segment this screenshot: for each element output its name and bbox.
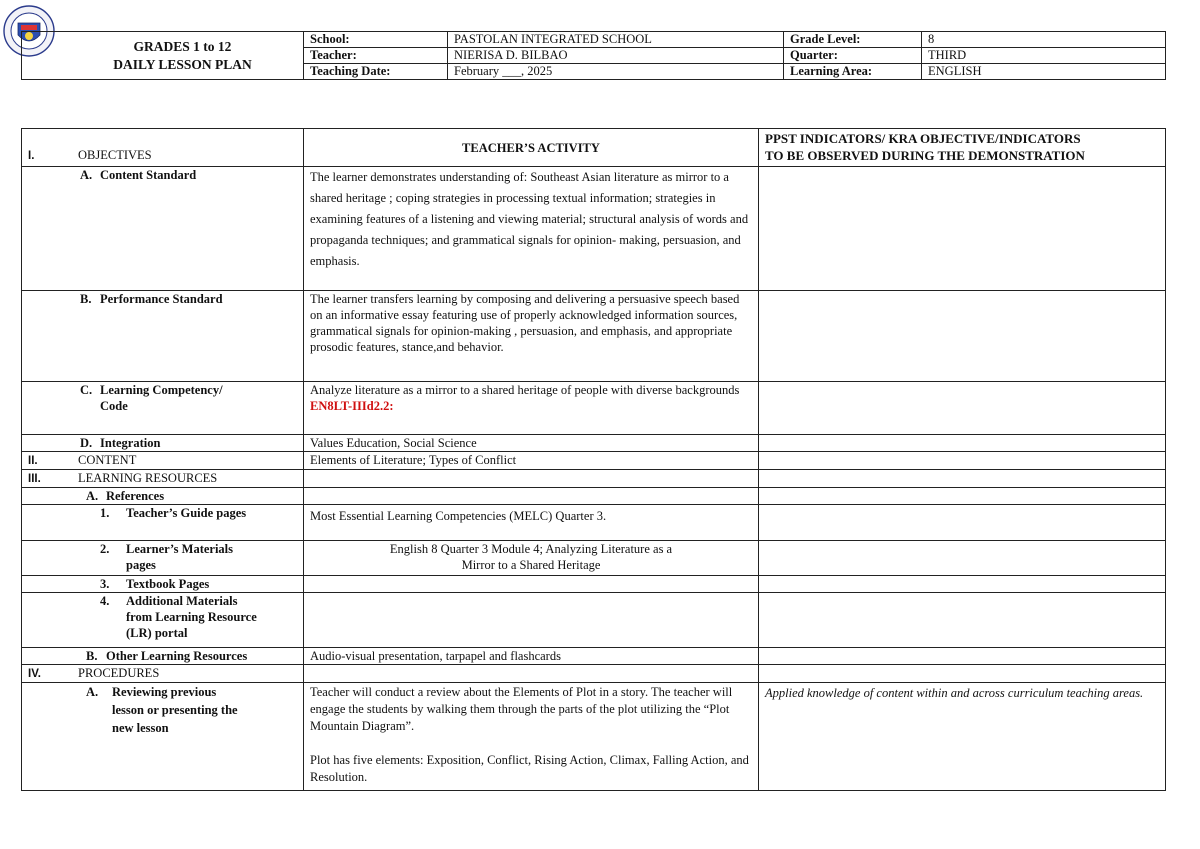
review-text <box>304 683 759 791</box>
content-section-label <box>22 452 304 470</box>
review-title-line2: lesson or presenting the <box>112 703 238 717</box>
procedures-ppst <box>759 665 1166 683</box>
table-row <box>22 683 1166 791</box>
learners-materials-title-line2: pages <box>126 558 156 572</box>
learning-competency-text: Analyze literature as a mirror to a shared heritage of people with diverse backgrounds <box>310 383 740 397</box>
references-text <box>304 488 759 505</box>
procedures-label <box>22 665 304 683</box>
header-title-cell <box>22 32 304 80</box>
learning-resources-text <box>304 470 759 488</box>
learners-materials-title-line1: Learner’s Materials <box>126 542 234 556</box>
teacher-value: NIERISA D. BILBAO <box>448 48 784 64</box>
grade-level-value: 8 <box>922 32 1166 48</box>
other-resources-letter: B. <box>86 649 98 663</box>
references-label <box>22 488 304 505</box>
other-resources-ppst <box>759 648 1166 665</box>
header-title-line2: DAILY LESSON PLAN <box>113 56 252 72</box>
procedures-title: PROCEDURES <box>78 666 160 680</box>
review-title-line3: new lesson <box>112 721 169 735</box>
references-letter: A. <box>86 489 99 503</box>
other-resources-title: Other Learning Resources <box>106 649 248 663</box>
additional-title-line2: from Learning Resource <box>126 610 257 624</box>
content-num: II. <box>28 455 38 467</box>
learners-materials-text-line1: English 8 Quarter 3 Module 4; Analyzing Literature as a <box>389 542 673 556</box>
table-row <box>22 665 1166 683</box>
content-ppst <box>759 452 1166 470</box>
review-text-paragraph2: Plot has five elements: Exposition, Conflict, Rising Action, Climax, Falling Action, and Resolution. <box>310 753 749 784</box>
learning-competency-cell <box>304 382 759 435</box>
teachers-guide-ppst <box>759 505 1166 541</box>
table-row <box>22 576 1166 593</box>
lesson-plan-table <box>21 128 1166 791</box>
review-title-line1: Reviewing previous <box>112 685 217 699</box>
learning-resources-ppst <box>759 470 1166 488</box>
header-title-line1: GRADES 1 to 12 <box>133 38 232 54</box>
learning-competency-title-line1: Learning Competency/ <box>100 383 223 397</box>
performance-standard-label <box>22 291 304 382</box>
teachers-guide-title: Teacher’s Guide pages <box>126 506 247 520</box>
integration-text: Values Education, Social Science <box>304 435 759 452</box>
learners-materials-num: 2. <box>100 542 110 556</box>
content-standard-label <box>22 167 304 291</box>
learners-materials-text <box>304 541 759 576</box>
integration-letter: D. <box>80 436 93 450</box>
learning-competency-ppst <box>759 382 1166 435</box>
table-row <box>22 452 1166 470</box>
integration-label <box>22 435 304 452</box>
performance-standard-ppst <box>759 291 1166 382</box>
learners-materials-text-line2: Mirror to a Shared Heritage <box>461 558 601 572</box>
learning-competency-letter: C. <box>80 383 93 397</box>
table-row <box>22 505 1166 541</box>
quarter-label: Quarter: <box>784 48 922 64</box>
additional-materials-ppst <box>759 593 1166 648</box>
learning-area-label: Learning Area: <box>784 64 922 80</box>
school-label: School: <box>304 32 448 48</box>
teaching-date-label: Teaching Date: <box>304 64 448 80</box>
lesson-plan-header <box>21 31 1166 80</box>
procedures-num: IV. <box>28 668 42 680</box>
review-ppst: Applied knowledge of content within and across curriculum teaching areas. <box>759 683 1166 791</box>
table-row <box>22 382 1166 435</box>
teacher-label: Teacher: <box>304 48 448 64</box>
textbook-num: 3. <box>100 577 110 591</box>
integration-ppst <box>759 435 1166 452</box>
additional-title-line1: Additional Materials <box>126 594 238 608</box>
references-title: References <box>106 489 165 503</box>
additional-title-line3: (LR) portal <box>126 626 188 640</box>
additional-num: 4. <box>100 594 110 608</box>
table-row <box>22 291 1166 382</box>
content-title: CONTENT <box>78 453 137 467</box>
objectives-header <box>22 129 304 167</box>
ppst-header-line1: PPST INDICATORS/ KRA OBJECTIVE/INDICATORS <box>765 131 1081 146</box>
objectives-label: OBJECTIVES <box>78 148 152 162</box>
table-row <box>22 648 1166 665</box>
content-standard-letter: A. <box>80 168 93 182</box>
review-text-paragraph1: Teacher will conduct a review about the Elements of Plot in a story. The teacher will engage the students by walking them through the parts of the plot utilizing the “Plot Mountain Diagram”. <box>310 685 733 733</box>
procedures-text <box>304 665 759 683</box>
learning-competency-label <box>22 382 304 435</box>
table-row <box>22 488 1166 505</box>
header-row-school <box>22 32 1166 48</box>
learning-resources-title: LEARNING RESOURCES <box>78 471 218 485</box>
teaching-date-value: February ___, 2025 <box>448 64 784 80</box>
textbook-text <box>304 576 759 593</box>
textbook-ppst <box>759 576 1166 593</box>
table-row <box>22 470 1166 488</box>
learning-resources-num: III. <box>28 473 41 485</box>
textbook-label <box>22 576 304 593</box>
performance-standard-text: The learner transfers learning by composing and delivering a persuasive speech based on an informative essay featuring use of properly acknowledged information sources, grammatical signals for opinion-making , persuasion, and emphasis, and appropriate prosodic features, stance,and behavior. <box>304 291 759 382</box>
other-resources-text: Audio-visual presentation, tarpapel and flashcards <box>304 648 759 665</box>
table-header-row <box>22 129 1166 167</box>
integration-title: Integration <box>100 436 161 450</box>
learning-competency-code: EN8LT-IIId2.2: <box>310 399 394 413</box>
ppst-header-line2: TO BE OBSERVED DURING THE DEMONSTRATION <box>765 148 1085 163</box>
school-value: PASTOLAN INTEGRATED SCHOOL <box>448 32 784 48</box>
learning-competency-title-line2: Code <box>100 399 128 413</box>
quarter-value: THIRD <box>922 48 1166 64</box>
teachers-activity-header: TEACHER’S ACTIVITY <box>304 129 759 167</box>
learners-materials-ppst <box>759 541 1166 576</box>
performance-standard-title: Performance Standard <box>100 292 223 306</box>
content-text: Elements of Literature; Types of Conflict <box>304 452 759 470</box>
textbook-title: Textbook Pages <box>126 577 210 591</box>
teachers-guide-text: Most Essential Learning Competencies (MELC) Quarter 3. <box>304 505 759 541</box>
table-row <box>22 167 1166 291</box>
table-row <box>22 435 1166 452</box>
table-row <box>22 593 1166 648</box>
objectives-num: I. <box>28 150 35 162</box>
learning-area-value: ENGLISH <box>922 64 1166 80</box>
review-label <box>22 683 304 791</box>
learning-resources-label <box>22 470 304 488</box>
content-standard-title: Content Standard <box>100 168 197 182</box>
content-standard-ppst <box>759 167 1166 291</box>
additional-materials-label <box>22 593 304 648</box>
teachers-guide-label <box>22 505 304 541</box>
references-ppst <box>759 488 1166 505</box>
additional-materials-text <box>304 593 759 648</box>
other-resources-label <box>22 648 304 665</box>
performance-standard-letter: B. <box>80 292 92 306</box>
grade-level-label: Grade Level: <box>784 32 922 48</box>
table-row <box>22 541 1166 576</box>
learners-materials-label <box>22 541 304 576</box>
content-standard-text: The learner demonstrates understanding of: Southeast Asian literature as mirror to a shared heritage ; coping strategies in processing textual information; strategies in examining features of a listening and viewing material; structural analysis of words and propaganda techniques; and grammatical signals for opinion- making, persuasion, and emphasis. <box>304 167 759 291</box>
ppst-header <box>759 129 1166 167</box>
review-letter: A. <box>86 685 99 699</box>
teachers-guide-num: 1. <box>100 506 110 520</box>
